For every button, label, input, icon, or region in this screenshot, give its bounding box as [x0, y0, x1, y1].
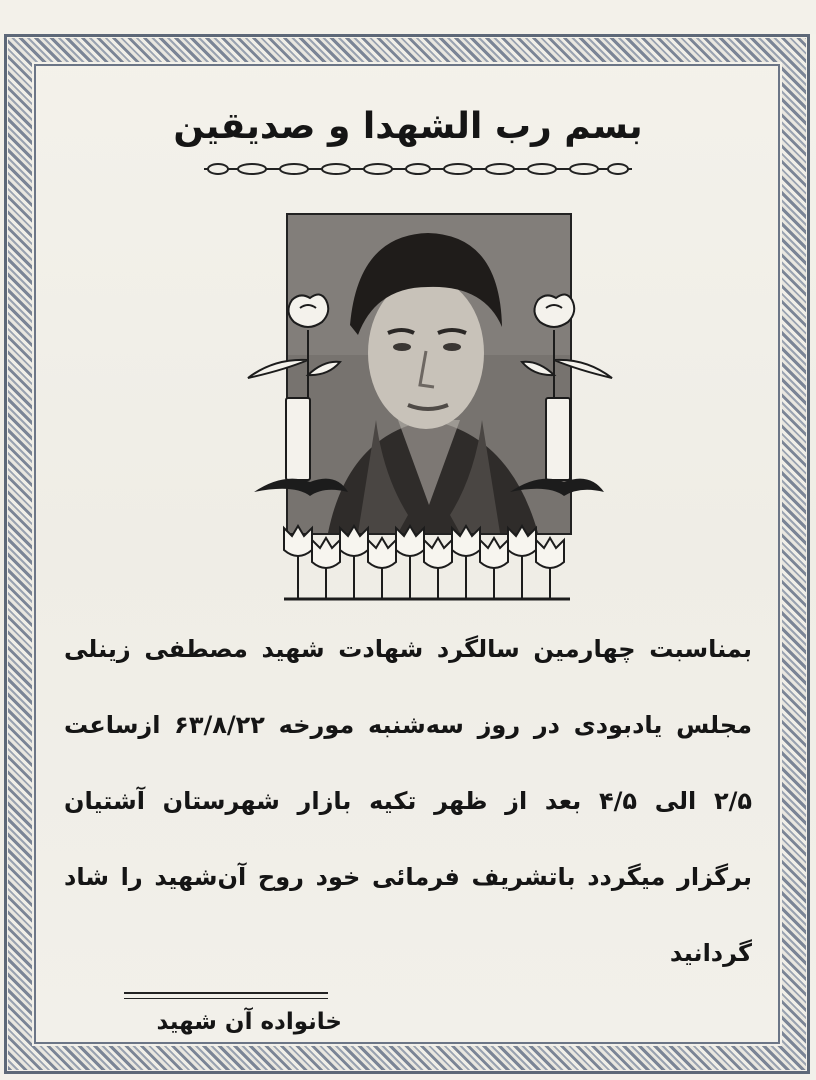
announcement-line: گردانید — [669, 939, 752, 967]
page-title: بسم رب الشهدا و صديقين — [173, 106, 643, 147]
signature: خانواده آن شهید — [156, 1009, 342, 1035]
announcement-line: برگزار میگردد باتشریف فرمائی خود روح آن‌شهید را شاد — [64, 863, 752, 891]
flower-decoration-icon — [244, 210, 616, 602]
announcement-line: ۲/۵ الی ۴/۵ بعد از ظهر تکیه بازار شهرستان آشتیان — [64, 787, 752, 815]
announcement-text — [64, 616, 752, 996]
title-divider — [204, 160, 632, 178]
signature-rule — [124, 992, 328, 999]
announcement-line: مجلس یادبودی در روز سه‌شنبه مورخه ۶۳/۸/۲۲ ازساعت — [64, 711, 752, 739]
paper-top-margin — [0, 0, 816, 34]
announcement-line: بمناسبت چهارمین سالگرد شهادت شهید مصطفی زینلی — [64, 635, 752, 663]
portrait-area — [244, 210, 616, 602]
